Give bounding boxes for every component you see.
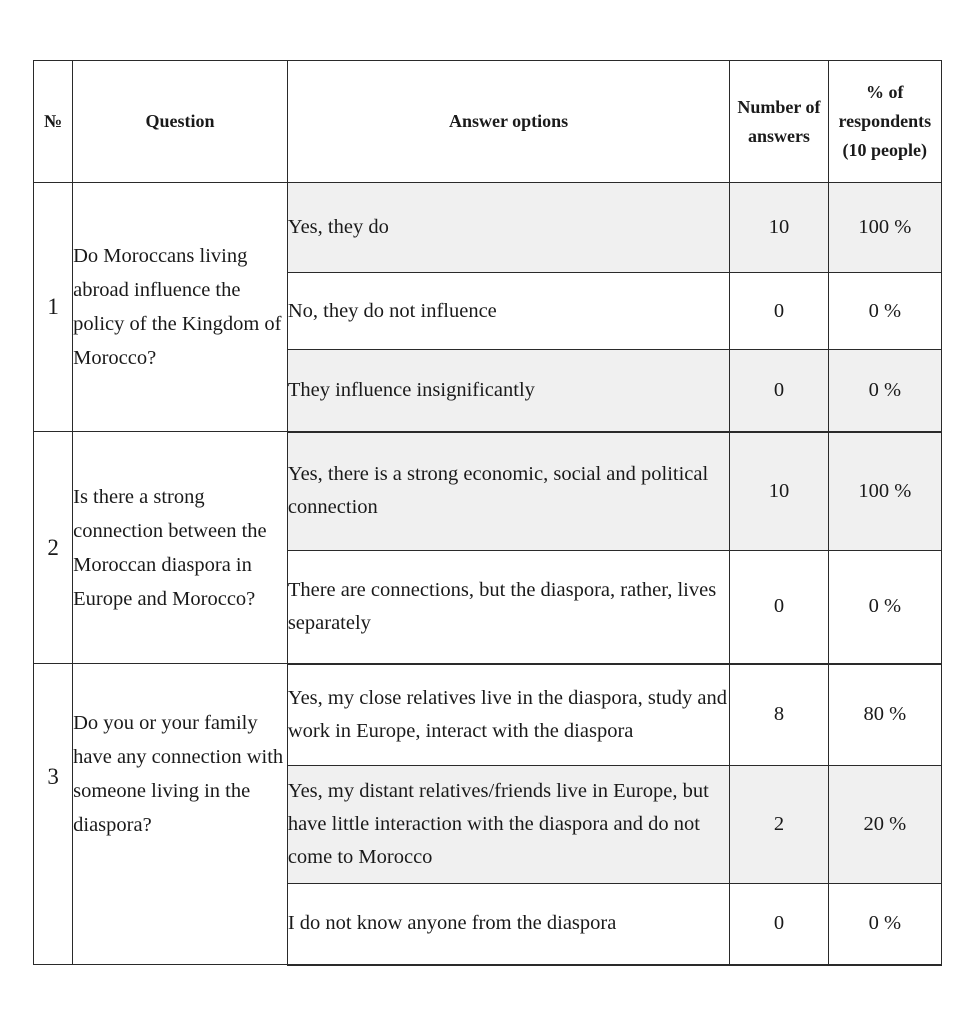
table-row [34,183,942,273]
answer-option: Yes, they do [287,183,729,273]
header-number-of-answers: Number of answers [730,61,828,183]
header-row [34,61,942,183]
answer-option: Yes, my close relatives live in the diaspora, study and work in Europe, interact with the diaspora [287,664,729,766]
answer-percent: 0 % [828,884,941,965]
answer-percent: 0 % [828,350,941,432]
row-number: 1 [34,183,73,432]
answer-option: Yes, my distant relatives/friends live in Europe, but have little interaction with the diaspora and do not come to Morocco [287,766,729,884]
header-answer-options: Answer options [287,61,729,183]
answer-option: There are connections, but the diaspora, rather, lives separately [287,551,729,664]
answer-percent: 100 % [828,432,941,551]
answer-percent: 0 % [828,551,941,664]
answer-count: 0 [730,551,828,664]
answer-count: 8 [730,664,828,766]
table-row [34,664,942,766]
answer-count: 0 [730,350,828,432]
answer-option: No, they do not influence [287,273,729,350]
answer-option: Yes, there is a strong economic, social and political connection [287,432,729,551]
table-row [34,432,942,551]
answer-count: 0 [730,884,828,965]
answer-percent: 20 % [828,766,941,884]
answer-percent: 0 % [828,273,941,350]
answer-count: 10 [730,432,828,551]
header-question: Question [73,61,288,183]
answer-count: 2 [730,766,828,884]
header-no: № [34,61,73,183]
row-number: 3 [34,664,73,965]
answer-percent: 80 % [828,664,941,766]
question-cell: Do Moroccans living abroad influence the policy of the Kingdom of Morocco? [73,183,288,432]
answer-count: 10 [730,183,828,273]
answer-percent: 100 % [828,183,941,273]
header-percent-respondents: % of respondents (10 people) [828,61,941,183]
answer-count: 0 [730,273,828,350]
answer-option: They influence insignificantly [287,350,729,432]
survey-table [33,60,942,966]
question-cell: Do you or your family have any connection with someone living in the diaspora? [73,664,288,965]
answer-option: I do not know anyone from the diaspora [287,884,729,965]
question-cell: Is there a strong connection between the Moroccan diaspora in Europe and Morocco? [73,432,288,664]
row-number: 2 [34,432,73,664]
